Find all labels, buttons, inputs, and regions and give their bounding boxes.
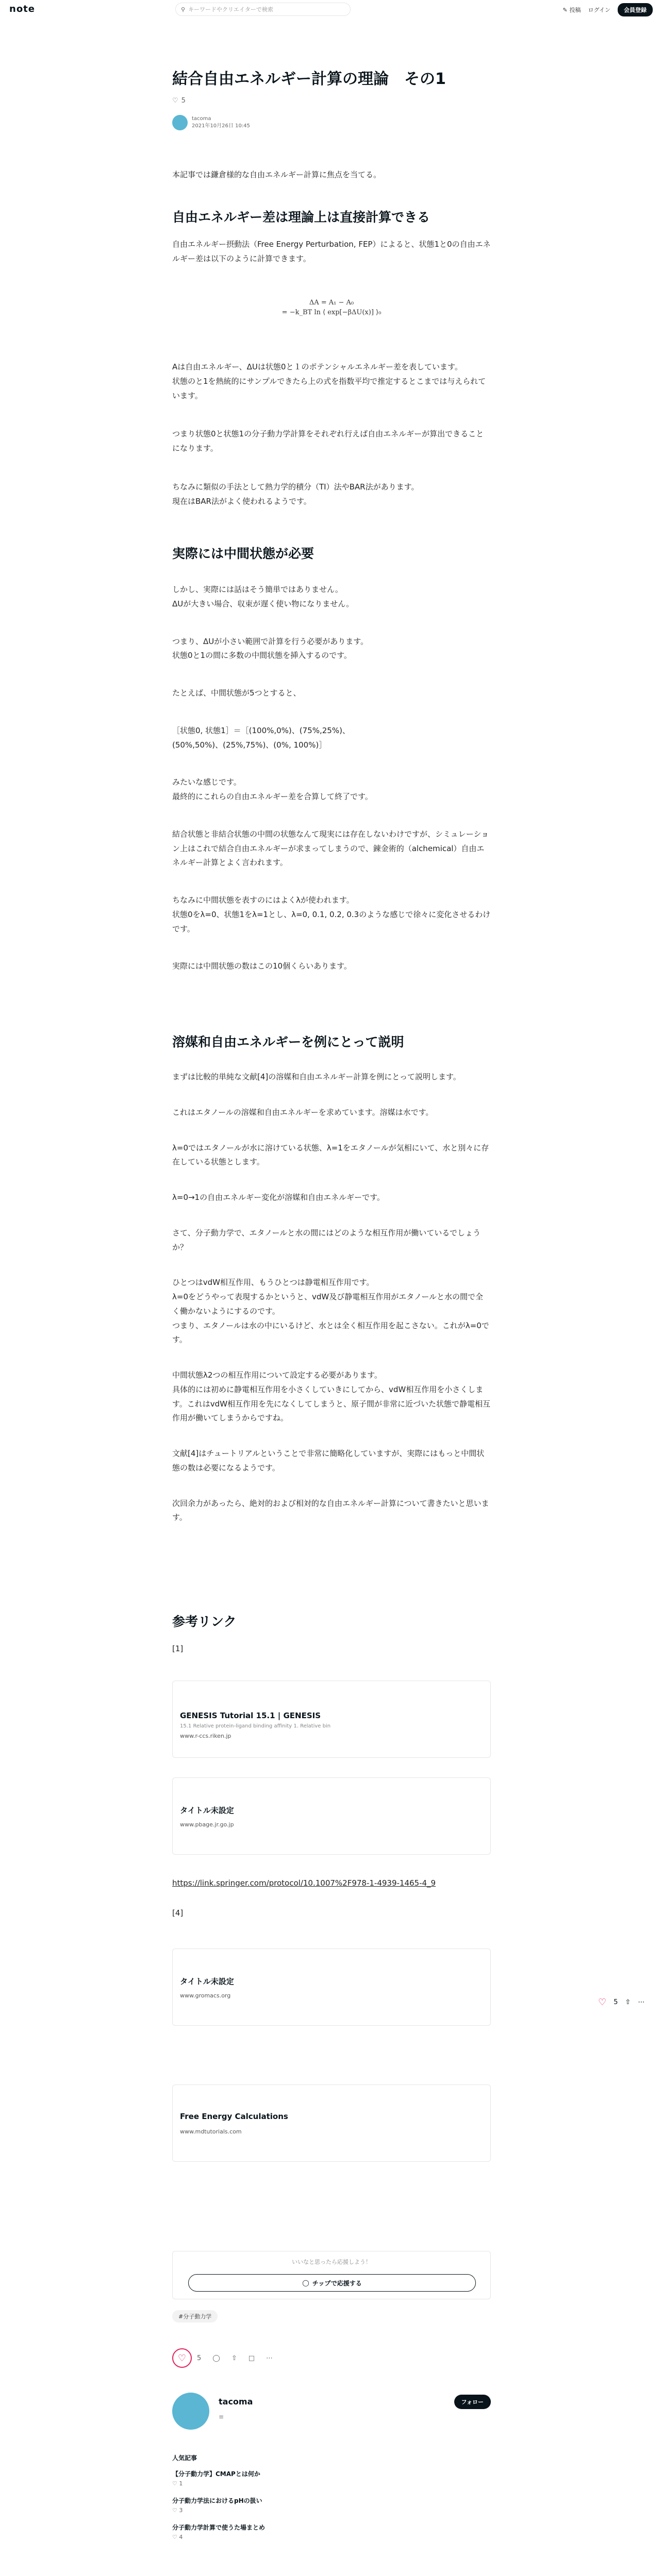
link-card-title: タイトル未設定 — [180, 1977, 234, 1986]
article-title: 結合自由エネルギー計算の理論 その1 — [172, 70, 446, 88]
support-prompt: いいなと思ったら応援しよう！ — [292, 2259, 371, 2265]
paragraph: Aは自由エネルギー、ΔUは状態0と１のポテンシャルエネルギー差を表しています。 状態のと1を熱統的にサンプルできたら上の式を指数平均で推定するとこまでは与えられています。 — [172, 362, 486, 400]
paragraph: ちなみに類似の手法として熱力学的積分（TI）法やBAR法があります。 現在はBAR法がよく使われるようです。 — [172, 482, 419, 506]
note-logo[interactable]: note — [9, 4, 35, 14]
popular-title: 【分子動力学】CMAPとは何か — [172, 2470, 260, 2478]
bookmark-icon[interactable]: □ — [248, 2354, 255, 2362]
paragraph: 次回余力があったら、絶対的および相対的な自由エネルギー計算について書きたいと思います。 — [172, 1498, 489, 1522]
like-heart-icon[interactable]: ♡ — [172, 2348, 192, 2368]
paragraph: これはエタノールの溶媒和自由エネルギーを求めています。溶媒は水です。 — [172, 1107, 434, 1117]
ref-label: [1] — [172, 1644, 184, 1653]
equation-line-2: = −k_BT ln ⟨ exp[−βΔU(x)] ⟩₀ — [282, 309, 382, 316]
link-card-genesis[interactable] — [172, 1681, 491, 1758]
heart-outline-icon: ♡ — [172, 2534, 177, 2540]
intro-paragraph: 本記事では鎌倉様的な自由エネルギー計算に焦点を当てる。 — [172, 170, 382, 179]
profile-avatar[interactable] — [172, 2393, 209, 2430]
section-1-body — [172, 350, 491, 518]
link-card-title: Free Energy Calculations — [180, 2112, 288, 2121]
search-input[interactable] — [175, 3, 351, 16]
link-card-url: www.r-ccs.riken.jp — [180, 1733, 231, 1739]
search-icon: ⚲ — [181, 6, 186, 13]
post-label: 投稿 — [569, 7, 581, 13]
support-box — [172, 2251, 491, 2299]
more-icon[interactable]: ⋯ — [266, 2354, 273, 2362]
share-icon[interactable]: ⇧ — [625, 1998, 631, 2006]
paragraph: λ=0ではエタノールが水に溶けている状態、λ=1をエタノールが気相にいて、水と別々に存在している状態とします。 — [172, 1143, 489, 1167]
paragraph: まずは比較的単純な文献[4]の溶媒和自由エネルギー計算を例にとって説明します。 — [172, 1072, 461, 1081]
header-actions — [562, 3, 653, 16]
popular-likes: 1 — [179, 2480, 183, 2487]
side-action-bar — [598, 1997, 644, 2008]
comment-icon[interactable]: ◯ — [212, 2354, 220, 2362]
top-header — [0, 0, 662, 19]
section-heading: 参考リンク — [172, 1614, 237, 1629]
section-2 — [172, 535, 491, 984]
popular-title: 分子動力学計算で使うた場まとめ — [172, 2524, 266, 2531]
popular-item[interactable] — [172, 2469, 491, 2487]
popular-articles — [172, 2453, 491, 2550]
section-1 — [172, 208, 491, 266]
author-name[interactable]: tacoma — [192, 115, 211, 122]
publish-date: 2021年10月26日 10:45 — [192, 123, 250, 129]
section-heading: 実際には中間状態が必要 — [172, 546, 315, 561]
paragraph: つまり、ΔUが小さい範囲で計算を行う必要があります。 状態0と1の間に多数の中間状態を挿入するのです。 — [172, 636, 369, 660]
link-card-url: www.mdtutorials.com — [180, 2128, 242, 2135]
paragraph: 自由エネルギー摂動法（Free Energy Perturbation, FEP）によると、状態1と0の自由エネルギー差は以下のように計算できます。 — [172, 240, 491, 263]
springer-link[interactable]: https://link.springer.com/protocol/10.1007%2F978-1-4939-1465-4_9 — [172, 1878, 436, 1888]
ref-label: [4] — [172, 1908, 184, 1918]
heart-outline-icon: ♡ — [172, 2507, 177, 2514]
paragraph: ひとつはvdW相互作用、もうひとつは静電相互作用です。 λ=0をどうやって表現するかというと、vdW及び静電相互作用がエタノールと水の間で全く働かないようにするのです。 つまり、エタノールは水の中にいるけど、水とは全く相互作用を起こさない。これがλ=0です。 — [172, 1278, 489, 1345]
side-like-count: 5 — [614, 1998, 618, 2006]
paragraph: ちなみに中間状態を表すのにはよくλが使われます。 状態0をλ=0、状態1をλ=1とし、λ=0, 0.1, 0.2, 0.3のような感じで徐々に変化させるわけです。 — [172, 895, 491, 934]
link-card-title: GENESIS Tutorial 15.1 | GENESIS — [180, 1711, 321, 1720]
heart-outline-icon: ♡ — [172, 2480, 177, 2487]
popular-item[interactable] — [172, 2523, 491, 2540]
popular-heading: 人気記事 — [172, 2454, 197, 2462]
link-card-url: www.gromacs.org — [180, 1992, 231, 1999]
article-header — [172, 68, 491, 130]
signup-button[interactable]: 会員登録 — [618, 3, 653, 16]
paragraph: しかし、実際には話はそう簡単ではありません。 ΔUが大きい場合、収束が遅く使い物になりません。 — [172, 585, 354, 608]
article-action-bar — [172, 2348, 273, 2368]
section-heading: 自由エネルギー差は理論上は直接計算できる — [172, 210, 431, 225]
fep-equation — [172, 299, 491, 316]
heart-outline-icon[interactable]: ♡ — [172, 96, 178, 105]
paragraph: 実際には中間状態の数はこの10個くらいあります。 — [172, 961, 352, 971]
paragraph: 文献[4]はチュートリアルということで非常に簡略化していますが、実際にはもっと中間状態の数は必要になるようです。 — [172, 1449, 485, 1472]
title-likes — [172, 97, 491, 105]
author-avatar[interactable] — [172, 115, 188, 130]
popular-title: 分子動力学法におけるpHの扱い — [172, 2497, 262, 2504]
section-3 — [172, 1023, 491, 1535]
link-card-gromacs[interactable] — [172, 1948, 491, 2026]
paragraph: つまり状態0と状態1の分子動力学計算をそれぞれ行えば自由エネルギーが算出できることになります。 — [172, 429, 484, 453]
paragraph: みたいな感じです。 最終的にこれらの自由エネルギー差を合算して終了です。 — [172, 777, 373, 801]
rss-icon[interactable]: ≡ — [219, 2413, 224, 2420]
equation-line-1: ΔA = A₁ − A₀ — [309, 299, 354, 307]
intro-block — [172, 168, 491, 182]
paragraph: 中間状態λ2つの相互作用について設定する必要があります。 具体的には初めに静電相互作用を小さくしていきにしてから、vdW相互作用を小さくします。これはvdW相互作用を先になくしてしまうと、原子間が非常に近づいた状態で静電相互作用が働いてしまうからですね。 — [172, 1370, 491, 1423]
bottom-like-count: 5 — [197, 2354, 202, 2362]
references-section — [172, 1613, 491, 1656]
link-card-url: www.pbage.jr.go.jp — [180, 1821, 234, 1828]
link-card-desc: 15.1 Relative protein-ligand binding affinity 1. Relative bin — [180, 1723, 331, 1729]
author-row[interactable] — [172, 115, 491, 130]
share-icon[interactable]: ⇧ — [231, 2354, 237, 2362]
paragraph: さて、分子動力学で、エタノールと水の間にはどのような相互作用が働いているでしょうか？ — [172, 1228, 481, 1252]
login-button[interactable]: ログイン — [588, 7, 610, 13]
link-card-mdtutorials[interactable] — [172, 2084, 491, 2162]
link-card-pbage[interactable] — [172, 1777, 491, 1855]
follow-button[interactable]: フォロー — [454, 2395, 491, 2409]
popular-likes: 3 — [179, 2507, 183, 2514]
search-placeholder: キーワードやクリエイターで検索 — [188, 6, 273, 13]
pencil-icon: ✎ — [562, 6, 568, 13]
post-button[interactable] — [562, 6, 581, 14]
tip-label: チップで応援する — [312, 2279, 362, 2287]
paragraph: ［状態0, 状態1］＝［(100%,0%)、(75%,25%)、 (50%,50%)、(25%,75%)、(0%, 100%)］ — [172, 725, 350, 750]
paragraph: たとえば、中間状態が5つとすると、 — [172, 688, 301, 698]
paragraph: 結合状態と非結合状態の中間の状態なんて現実には存在しないわけですが、シミュレーション上はこれで結合自由エネルギーが求まってしまうので、錬金術的（alchemical）自由エネルギー計算とよく言われます。 — [172, 829, 489, 868]
profile-name[interactable]: tacoma — [219, 2397, 253, 2406]
springer-link-row — [172, 1876, 491, 1921]
tip-button[interactable] — [188, 2274, 476, 2292]
tip-icon: ◯ — [302, 2279, 309, 2286]
heart-icon[interactable]: ♡ — [598, 1997, 607, 2008]
link-card-title: タイトル未設定 — [180, 1806, 234, 1815]
like-count: 5 — [181, 96, 186, 105]
section-heading: 溶媒和自由エネルギーを例にとって説明 — [172, 1035, 404, 1049]
popular-item[interactable] — [172, 2496, 491, 2514]
hashtag[interactable]: #分子動力学 — [172, 2310, 218, 2323]
more-icon[interactable]: ⋯ — [638, 1998, 645, 2006]
popular-likes: 4 — [179, 2534, 183, 2540]
paragraph: λ=0→1の自由エネルギー変化が溶媒和自由エネルギーです。 — [172, 1193, 385, 1202]
